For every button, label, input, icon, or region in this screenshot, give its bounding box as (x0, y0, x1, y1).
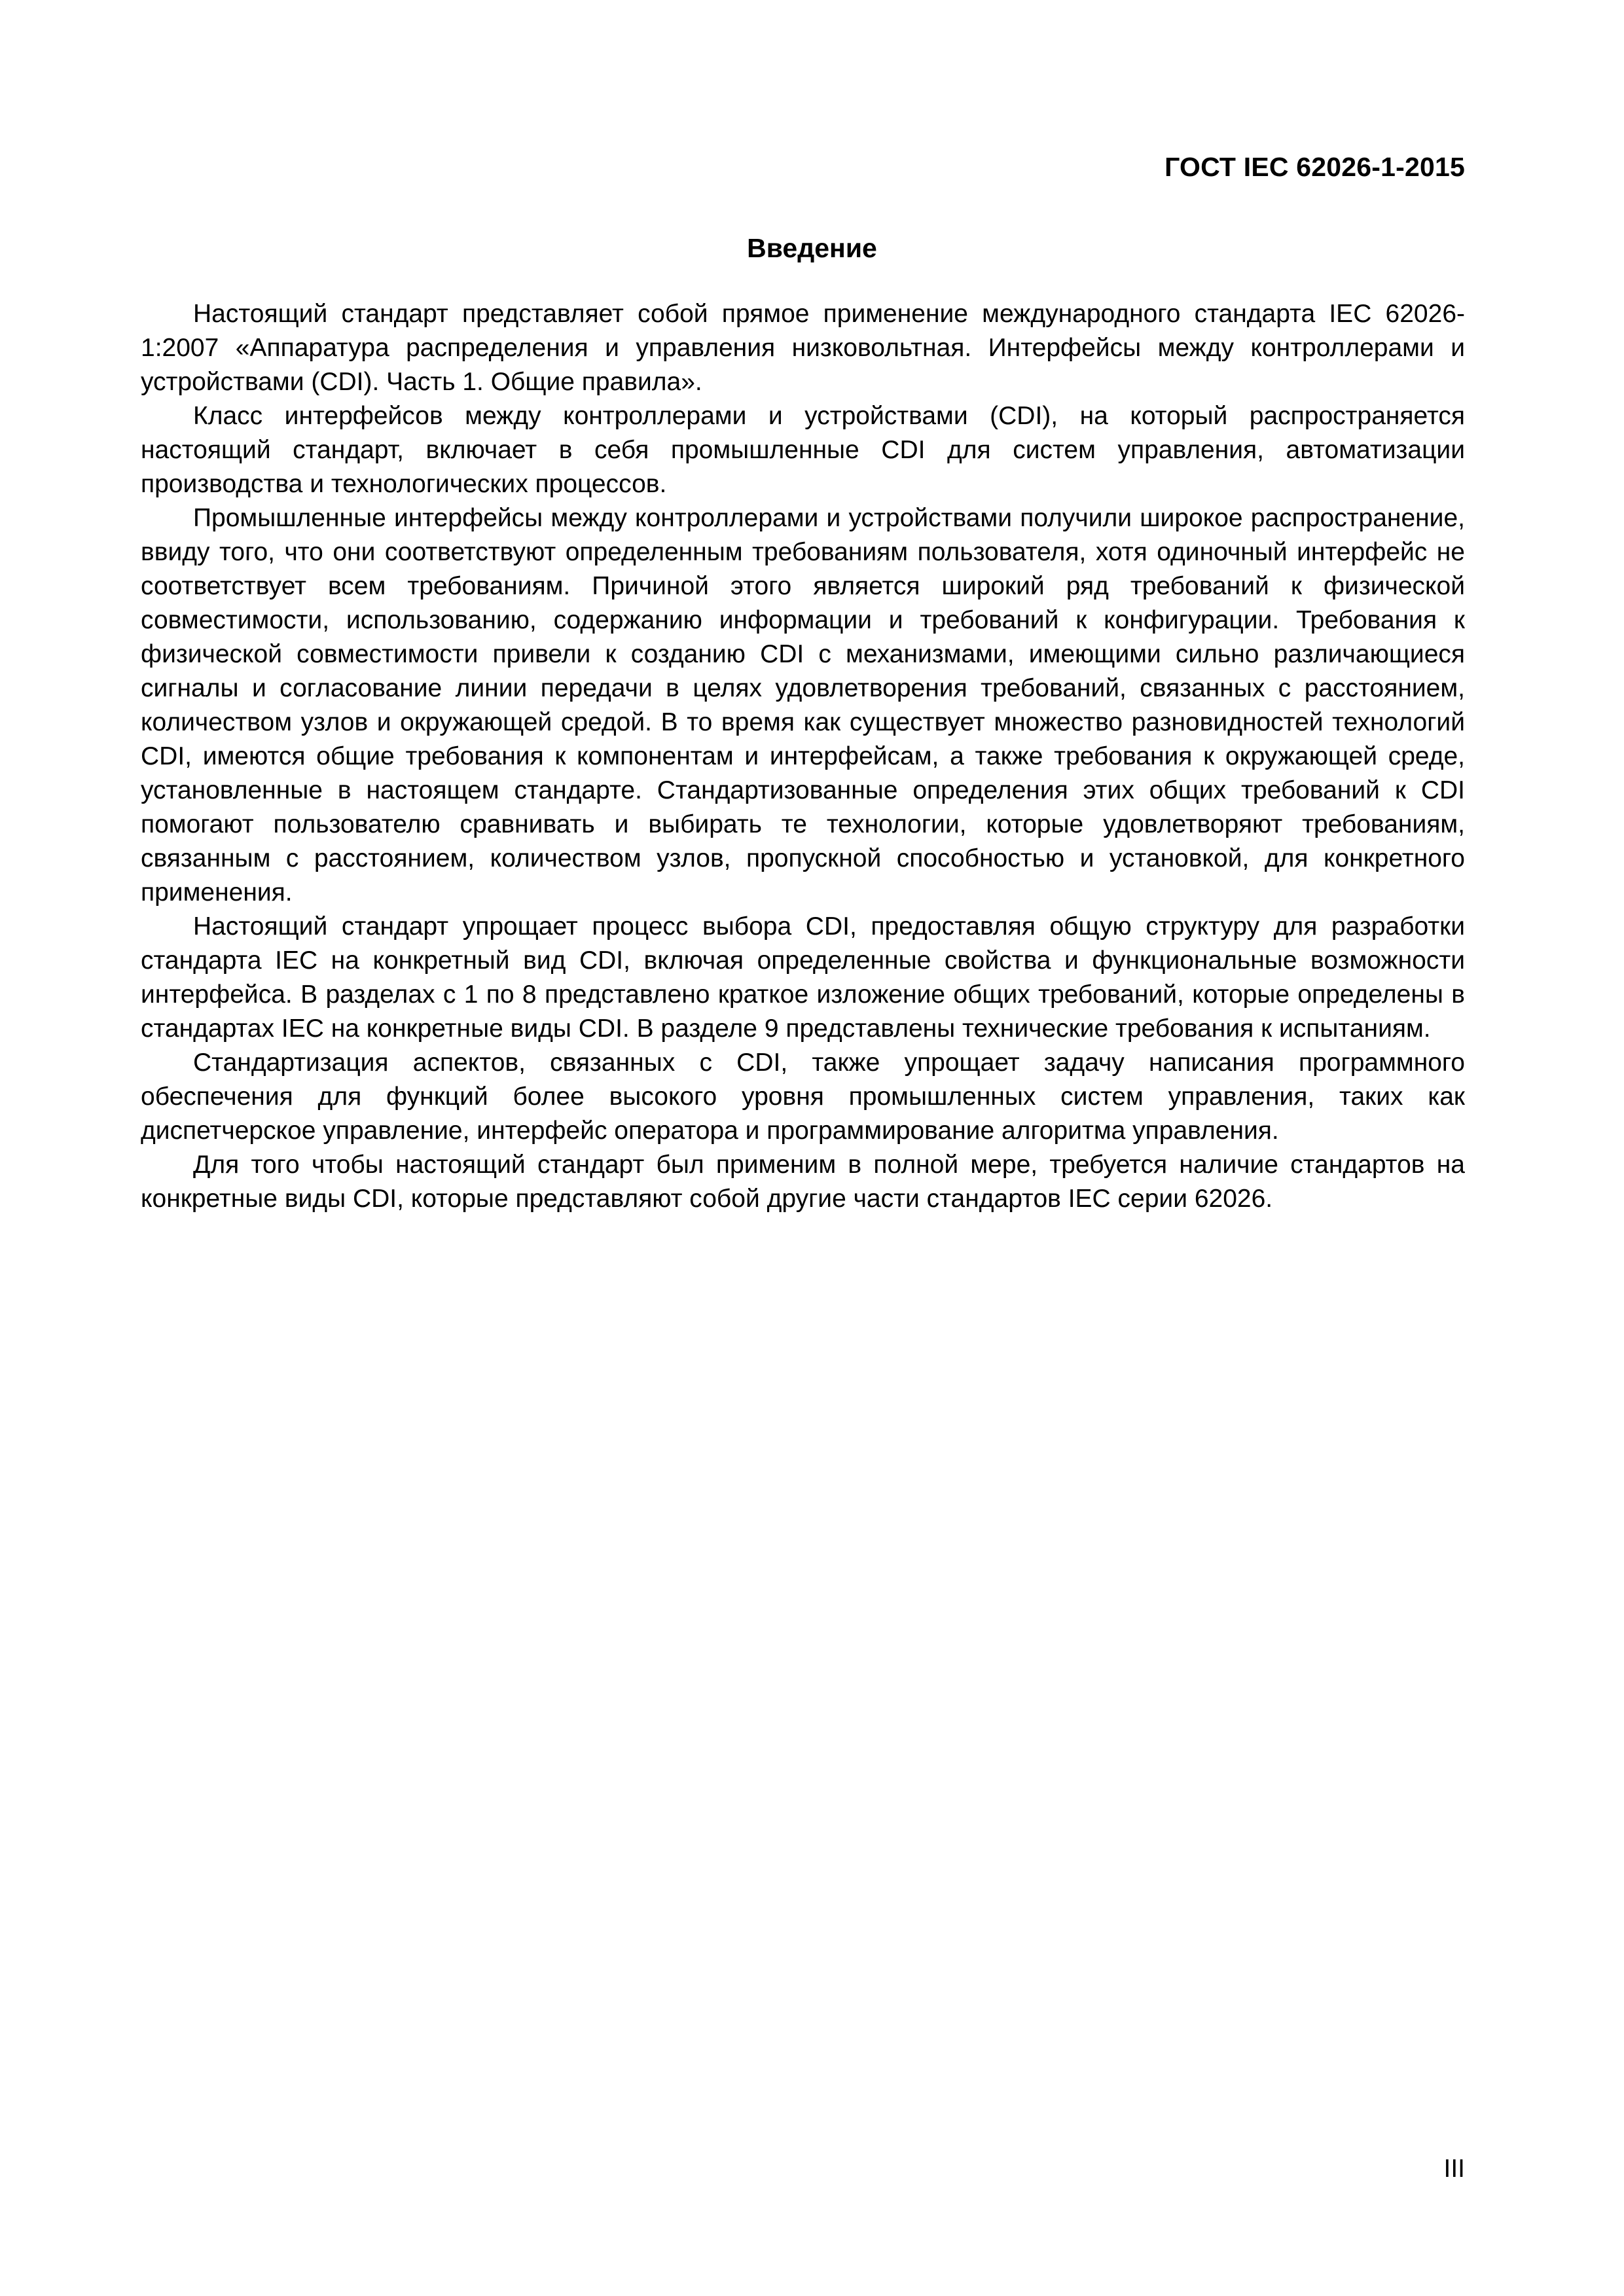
section-title: Введение (747, 233, 877, 263)
paragraph: Настоящий стандарт представляет собой прямое применение международного стандарта IEC 62026-1:2007 «Аппаратура распределения и управления низковольтная. Интерфейсы между контроллерами и устройствами (CDI). Часть 1. Общие правила». (141, 300, 1465, 396)
document-code: ГОСТ IEC 62026-1-2015 (1164, 152, 1465, 182)
paragraph: Настоящий стандарт упрощает процесс выбора CDI, предоставляя общую структуру для разработки стандарта IEC на конкретный вид CDI, включая определенные свойства и функциональные возможности интерфейса. В разделах с 1 по 8 представлено краткое изложение общих требований, которые определены в стандартах IEC на конкретные виды CDI. В разделе 9 представлены технические требования к испытаниям. (141, 912, 1465, 1043)
paragraph: Класс интерфейсов между контроллерами и устройствами (CDI), на который распространяется настоящий стандарт, включает в себя промышленные CDI для систем управления, автоматизации производства и технологических процессов. (141, 402, 1465, 498)
page-number: III (1443, 2155, 1465, 2183)
paragraph: Стандартизация аспектов, связанных с CDI, также упрощает задачу написания программного обеспечения для функций более высокого уровня промышленных систем управления, таких как диспетчерское управление, интерфейс оператора и программирование алгоритма управления. (141, 1049, 1465, 1145)
paragraph: Промышленные интерфейсы между контроллерами и устройствами получили широкое распространение, ввиду того, что они соответствуют определенным требованиям пользователя, хотя одиночный интерфейс не соответствует всем требованиям. Причиной этого является широкий ряд требований к физической совместимости, использованию, содержанию информации и требований к конфигурации. Требования к физической совместимости привели к созданию CDI с механизмами, имеющими сильно различающиеся сигналы и согласование линии передачи в целях удовлетворения требований, связанных с расстоянием, количеством узлов и окружающей средой. В то время как существует множество разновидностей технологий CDI, имеются общие требования к компонентам и интерфейсам, а также требования к окружающей среде, установленные в настоящем стандарте. Стандартизованные определения этих общих требований к CDI помогают пользователю сравнивать и выбирать те технологии, которые удовлетворяют требованиям, связанным с расстоянием, количеством узлов, пропускной способностью и установкой, для конкретного применения. (141, 504, 1465, 906)
paragraph: Для того чтобы настоящий стандарт был применим в полной мере, требуется наличие стандартов на конкретные виды CDI, которые представляют собой другие части стандартов IEC серии 62026. (141, 1151, 1465, 1213)
body-text (141, 297, 1465, 1216)
